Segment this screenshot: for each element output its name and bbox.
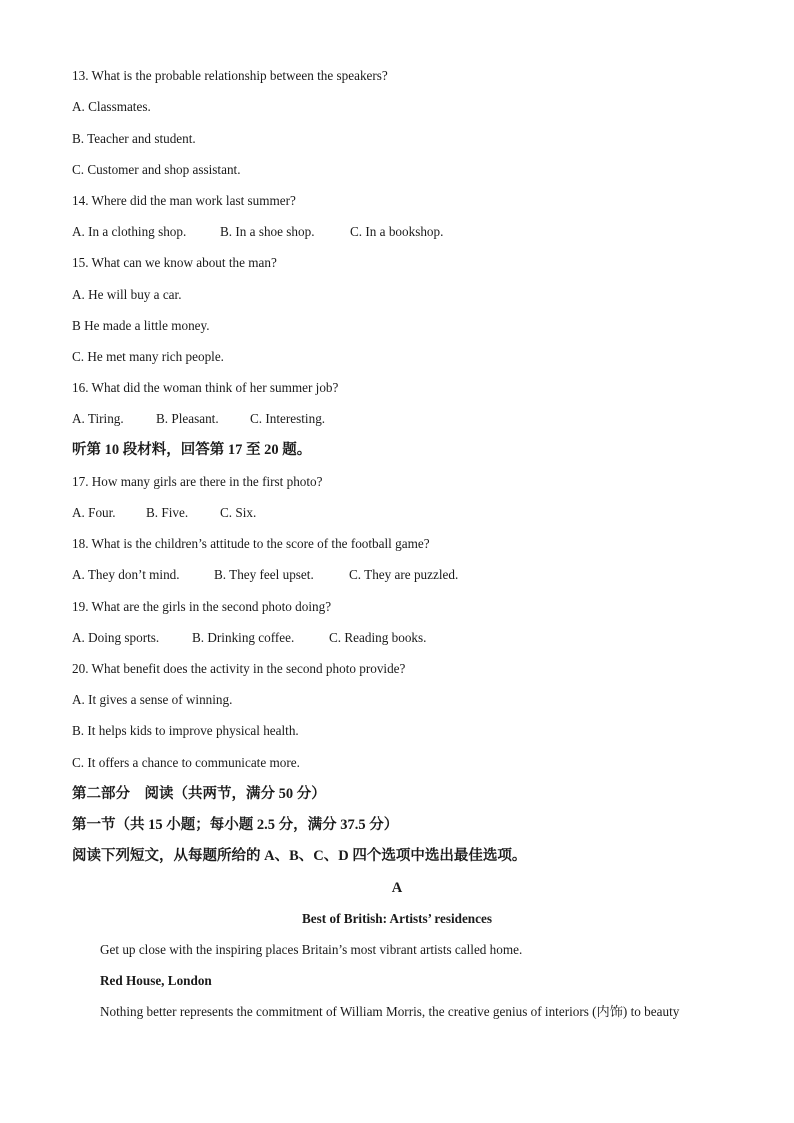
passage-title: Best of British: Artists’ residences xyxy=(302,911,492,926)
q17-options xyxy=(72,505,256,521)
q16-option-c: C. Interesting. xyxy=(250,411,326,426)
q19-option-a: A. Doing sports. xyxy=(72,630,160,645)
passage-label: A xyxy=(391,880,403,896)
question-17: 17. How many girls are there in the first photo? xyxy=(72,474,323,489)
question-15: 15. What can we know about the man? xyxy=(72,255,277,270)
q15-option-b: B He made a little money. xyxy=(72,318,210,333)
q14-option-a: A. In a clothing shop. xyxy=(72,224,187,239)
q19-option-c: C. Reading books. xyxy=(329,630,427,645)
q18-option-b: B. They feel upset. xyxy=(214,567,314,582)
q14-option-c: C. In a bookshop. xyxy=(350,224,444,239)
q14-options xyxy=(72,224,443,240)
q15-option-a: A. He will buy a car. xyxy=(72,287,182,302)
question-13: 13. What is the probable relationship between the speakers? xyxy=(72,68,388,83)
question-20: 20. What benefit does the activity in the second photo provide? xyxy=(72,661,406,676)
q18-option-c: C. They are puzzled. xyxy=(349,567,459,582)
q13-option-b: B. Teacher and student. xyxy=(72,131,196,146)
section-1-heading: 第一节（共 15 小题；每小题 2.5 分，满分 37.5 分） xyxy=(72,817,399,833)
question-14: 14. Where did the man work last summer? xyxy=(72,193,296,208)
q17-option-b: B. Five. xyxy=(146,505,189,520)
q19-option-b: B. Drinking coffee. xyxy=(192,630,295,645)
q16-option-b: B. Pleasant. xyxy=(156,411,219,426)
q18-option-a: A. They don’t mind. xyxy=(72,567,180,582)
question-19: 19. What are the girls in the second photo doing? xyxy=(72,599,332,614)
q16-options xyxy=(72,411,325,427)
q19-options xyxy=(72,630,426,646)
passage-intro: Get up close with the inspiring places Britain’s most vibrant artists called home. xyxy=(100,942,523,957)
q15-option-c: C. He met many rich people. xyxy=(72,349,224,364)
question-16: 16. What did the woman think of her summer job? xyxy=(72,380,339,395)
q20-option-c: C. It offers a chance to communicate more. xyxy=(72,755,300,770)
q13-option-a: A. Classmates. xyxy=(72,99,151,114)
q17-option-c: C. Six. xyxy=(220,505,257,520)
q16-option-a: A. Tiring. xyxy=(72,411,124,426)
q20-option-b: B. It helps kids to improve physical health. xyxy=(72,723,299,738)
passage-subheading: Red House, London xyxy=(100,973,212,988)
q17-option-a: A. Four. xyxy=(72,505,116,520)
q14-option-b: B. In a shoe shop. xyxy=(220,224,315,239)
q18-options xyxy=(72,567,458,583)
q13-option-c: C. Customer and shop assistant. xyxy=(72,162,241,177)
part-2-heading: 第二部分 阅读（共两节，满分 50 分） xyxy=(72,786,326,802)
reading-instructions: 阅读下列短文，从每题所给的 A、B、C、D 四个选项中选出最佳选项。 xyxy=(72,848,527,864)
section-10-heading: 听第 10 段材料，回答第 17 至 20 题。 xyxy=(72,442,312,458)
passage-paragraph: Nothing better represents the commitment of William Morris, the creative genius of interiors (内饰) to beauty xyxy=(100,1004,680,1019)
question-18: 18. What is the children’s attitude to the score of the football game? xyxy=(72,536,430,551)
q20-option-a: A. It gives a sense of winning. xyxy=(72,692,233,707)
